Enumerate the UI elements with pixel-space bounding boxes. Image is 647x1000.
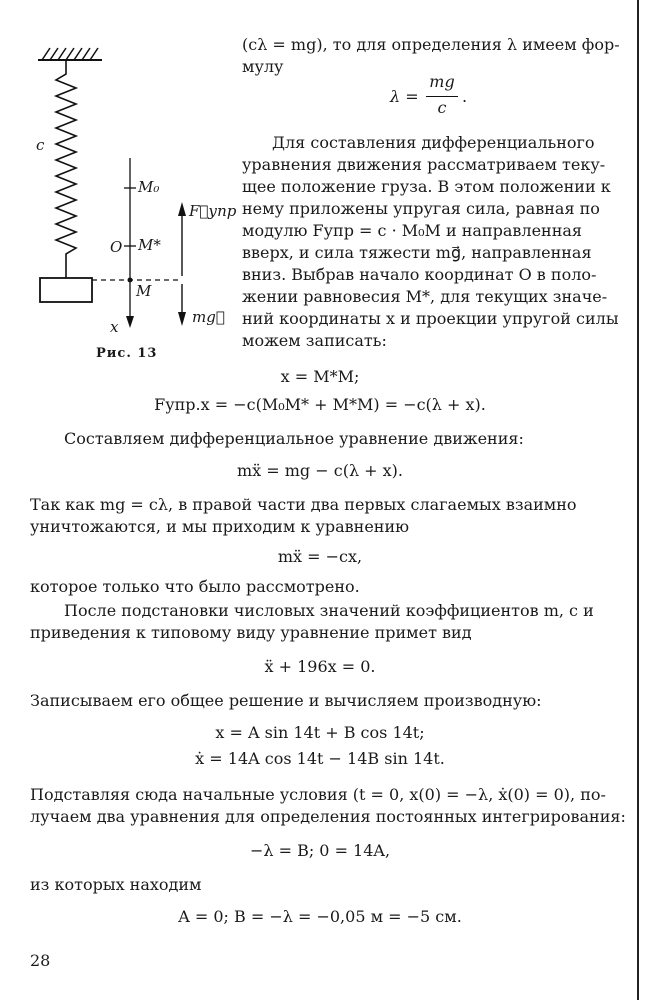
paragraph-7: из которых находим	[30, 875, 202, 894]
lambda-formula	[390, 72, 510, 122]
label-M: M	[136, 282, 152, 300]
right-line-2: мулу	[242, 57, 284, 76]
label-M0: M₀	[138, 178, 160, 196]
right-para-line: Для составления дифференциального	[272, 133, 595, 152]
equation-7: ẋ = 14A cos 14t − 14B sin 14t.	[195, 749, 445, 768]
page-number: 28	[30, 951, 51, 970]
equation-f-upr: Fупр.x = −c(M₀M* + M*M) = −c(λ + x).	[154, 395, 486, 414]
right-para-line: щее положение груза. В этом положении к	[242, 177, 611, 196]
scan-edge-line	[637, 0, 639, 1000]
paragraph-6a: Подставляя сюда начальные условия (t = 0, x(0) = −λ, ẋ(0) = 0), по-	[30, 785, 606, 804]
fraction-bar	[426, 96, 458, 97]
lambda-numerator: mg	[429, 72, 455, 91]
equation-8: −λ = B; 0 = 14A,	[249, 841, 391, 860]
paragraph-2a: Так как mg = cλ, в правой части два первых слагаемых взаимно	[30, 495, 577, 514]
label-F-upr: F⃗упр	[189, 202, 237, 220]
label-mg: mg⃗	[192, 308, 225, 326]
label-M-star: M*	[138, 236, 161, 254]
paragraph-6b: лучаем два уравнения для определения постоянных интегрирования:	[30, 807, 626, 826]
paragraph-1: Составляем дифференциальное уравнение движения:	[64, 429, 524, 448]
equation-9: A = 0; B = −λ = −0,05 м = −5 см.	[178, 907, 462, 926]
paragraph-4a: После подстановки числовых значений коэффициентов m, c и	[64, 601, 594, 620]
right-para-line: нему приложены упругая сила, равная по	[242, 199, 600, 218]
equation-5: ẍ + 196x = 0.	[264, 657, 376, 676]
equation-3: mẍ = mg − c(λ + x).	[236, 461, 404, 480]
right-para-line: можем записать:	[242, 331, 387, 350]
equation-4: mẍ = −cx,	[277, 547, 363, 566]
right-paragraph	[242, 132, 619, 352]
equation-x: x = M*M;	[280, 367, 360, 386]
spring-figure	[20, 40, 240, 350]
lambda-end: .	[462, 87, 468, 106]
right-para-line: жении равновесия M*, для текущих значе-	[242, 287, 608, 306]
paragraph-4b: приведения к типовому виду уравнение примет вид	[30, 623, 472, 642]
right-para-line: вверх, и сила тяжести mg⃗, направленная	[242, 243, 592, 262]
right-line-1: (cλ = mg), то для определения λ имеем фор-	[242, 35, 620, 54]
right-para-line: уравнения движения рассматриваем теку-	[242, 155, 606, 174]
label-spring-c: c	[36, 136, 45, 154]
label-O: O	[110, 238, 123, 256]
paragraph-2b: уничтожаются, и мы приходим к уравнению	[30, 517, 410, 536]
right-para-line: ний координаты x и проекции упругой силы	[242, 309, 619, 328]
right-para-line: вниз. Выбрав начало координат O в поло-	[242, 265, 597, 284]
figure-caption: Рис. 13	[96, 346, 158, 361]
right-para-line: модулю Fупр = c · M₀M и направленная	[242, 221, 583, 240]
lambda-denominator: c	[437, 98, 447, 117]
paragraph-3: которое только что было рассмотрено.	[30, 577, 360, 596]
paragraph-5: Записываем его общее решение и вычисляем производную:	[30, 691, 542, 710]
label-x-axis: x	[110, 318, 119, 336]
equation-6: x = A sin 14t + B cos 14t;	[215, 723, 425, 742]
lambda-lhs: λ =	[390, 87, 419, 106]
